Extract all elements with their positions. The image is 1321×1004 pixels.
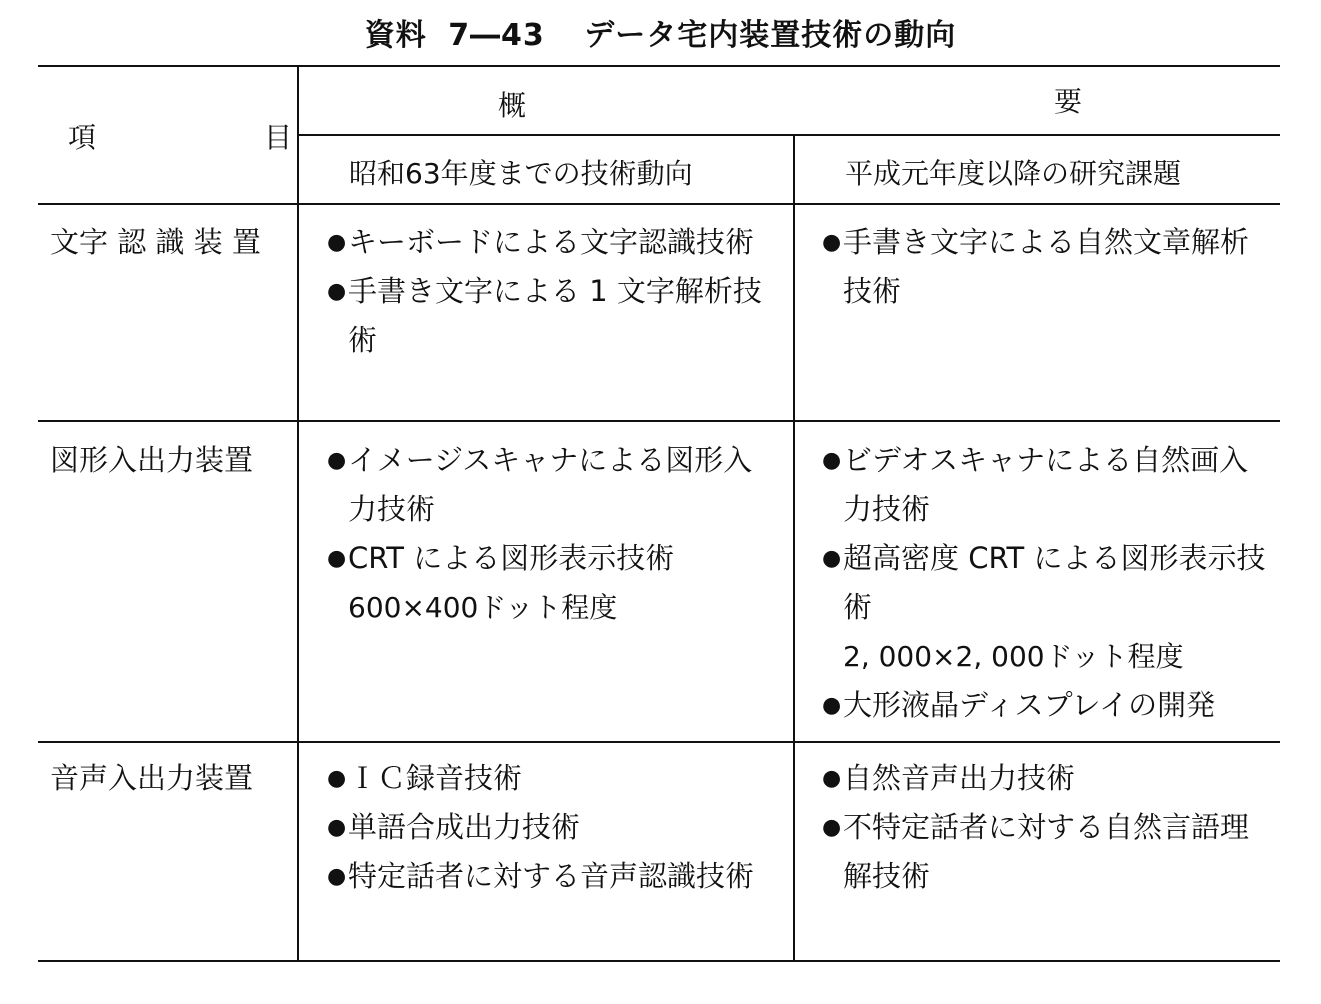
row-label: 音声入出力装置 <box>50 761 254 795</box>
bullet-icon: ● <box>822 693 842 718</box>
list-item: ● 大形液晶ディスプレイの開発 <box>818 681 1273 730</box>
header-col-future: 平成元年度以降の研究課題 <box>845 157 1182 190</box>
bullet-icon: ● <box>327 546 347 571</box>
bullet-icon: ● <box>327 864 347 889</box>
table-bottom-rule <box>38 960 1280 962</box>
bullet-icon: ● <box>327 279 347 304</box>
list-item: ● 手書き文字による 1 文字解析技術 <box>323 267 781 365</box>
bullet-icon: ● <box>327 766 347 791</box>
list-item: ● 手書き文字による自然文章解析技術 <box>818 218 1273 316</box>
list-item: ● 自然音声出力技術 <box>818 754 1273 803</box>
item-note: 2, 000×2, 000ドット程度 <box>843 640 1184 673</box>
list-item: ● 超高密度 CRT による図形表示技術 <box>818 534 1273 632</box>
bullet-icon: ● <box>822 766 842 791</box>
row-label: 図形入出力装置 <box>50 443 254 477</box>
list-item: ● イメージスキャナによる図形入力技術 <box>323 436 781 534</box>
bullet-icon: ● <box>822 546 842 571</box>
title-number: 7―43 <box>448 18 545 53</box>
past-cell <box>323 436 781 632</box>
list-item: ● ビデオスキャナによる自然画入力技術 <box>818 436 1273 534</box>
header-col-past: 昭和63年度までの技術動向 <box>349 157 693 190</box>
future-cell <box>818 754 1273 901</box>
title-prefix: 資料 <box>364 18 427 53</box>
bullet-icon: ● <box>327 230 347 255</box>
row1-bottom-rule <box>38 420 1280 422</box>
header-item: 項 目 <box>68 121 293 154</box>
row-label: 文字 認 識 装 置 <box>50 225 261 259</box>
past-cell <box>323 754 781 901</box>
item-note: 600×400ドット程度 <box>348 591 618 624</box>
document-title <box>0 10 1321 54</box>
future-cell <box>818 218 1273 316</box>
row2-bottom-rule <box>38 741 1280 743</box>
list-item: ● ＩＣ録音技術 <box>323 754 781 803</box>
bullet-icon: ● <box>822 448 842 473</box>
bullet-icon: ● <box>327 448 347 473</box>
header-bottom-rule <box>38 203 1280 205</box>
list-item: ● CRT による図形表示技術 <box>323 534 781 583</box>
list-item: ● 特定話者に対する音声認識技術 <box>323 852 781 901</box>
header-overview-right: 要 <box>1054 85 1083 118</box>
list-item: ● 不特定話者に対する自然言語理解技術 <box>818 803 1273 901</box>
table-top-rule <box>38 65 1280 67</box>
bullet-icon: ● <box>327 815 347 840</box>
header-overview-left: 概 <box>498 89 527 122</box>
header-mid-rule <box>298 134 1280 136</box>
label-column-divider <box>297 66 299 961</box>
future-cell <box>818 436 1273 730</box>
title-text: データ宅内装置技術の動向 <box>584 18 957 53</box>
bullet-icon: ● <box>822 230 842 255</box>
bullet-icon: ● <box>822 815 842 840</box>
past-future-divider <box>793 135 795 961</box>
past-cell <box>323 218 781 365</box>
list-item: ● キーボードによる文字認識技術 <box>323 218 781 267</box>
list-item: ● 単語合成出力技術 <box>323 803 781 852</box>
